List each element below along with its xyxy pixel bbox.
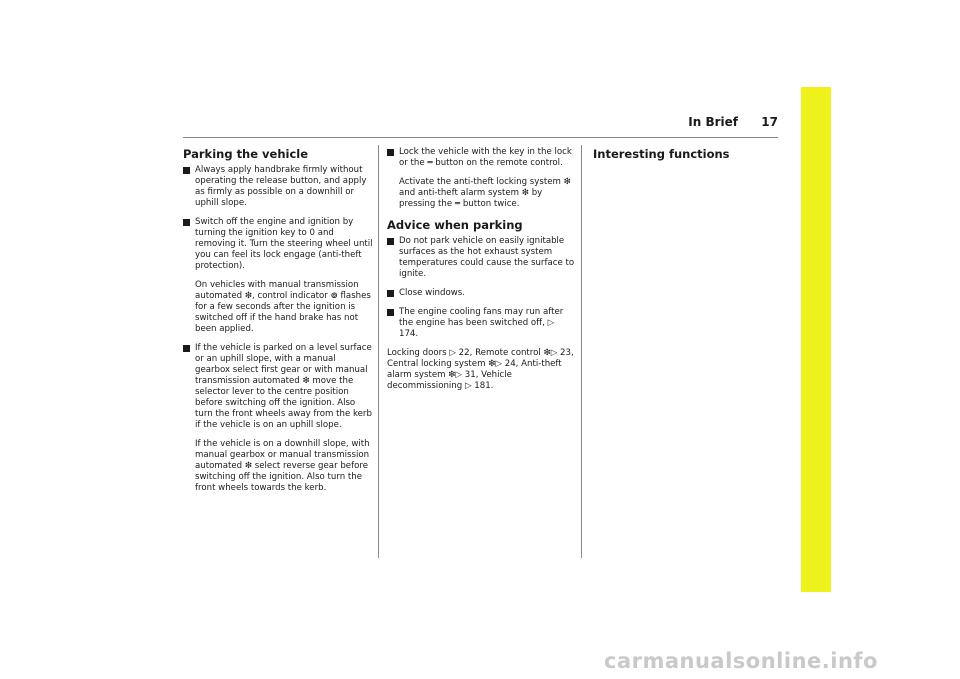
reference-arrow-icon: ▷: [547, 318, 555, 328]
list-item: Switch off the engine and ignition by turning the ignition key to 0 and removing it. Turn the steering wheel until you can feel its lock engage (anti-theft protection).: [183, 217, 373, 272]
section-title: In Brief: [688, 115, 738, 129]
text: Lock the vehicle with the key in the lock or the: [399, 147, 572, 168]
text: button twice.: [460, 199, 520, 209]
indicator-icon: ⊚: [330, 291, 338, 301]
remote-button-icon: ═: [427, 158, 433, 168]
reference-arrow-icon: ▷: [464, 381, 472, 391]
heading-parking: Parking the vehicle: [183, 147, 309, 161]
text: flashes for a few seconds after the ignition is switched off if the hand brake has not been applied.: [195, 291, 371, 334]
page-number: 17: [761, 115, 778, 129]
page-header: [600, 115, 778, 135]
text: If the vehicle is parked on a level surface or an uphill slope, with a manual gearbox select first gear or with manual transmission automated: [195, 343, 372, 386]
star-icon: ❇: [521, 188, 529, 198]
reference-arrow-icon: ▷: [495, 359, 503, 369]
watermark: carmanualsonline.info: [604, 649, 878, 673]
column-1: [183, 147, 373, 502]
text: and anti-theft alarm system: [399, 188, 522, 198]
list-item: [183, 343, 373, 431]
paragraph: [387, 177, 575, 210]
star-icon: ❇: [244, 291, 253, 301]
reference-arrow-icon: ▷: [455, 370, 463, 380]
star-icon: ❇: [302, 376, 310, 386]
column-2: [387, 147, 575, 400]
list-item: Do not park vehicle on easily ignitable surfaces as the hot exhaust system temperatures could cause the surface to ignite.: [387, 236, 575, 280]
text: Locking doors: [387, 348, 450, 358]
list-item: Close windows.: [387, 288, 575, 299]
text: The engine cooling fans may run after the engine has been switched off,: [399, 307, 564, 328]
list-item: Always apply handbrake firmly without operating the release button, and apply as firmly as possible on a downhill or uphill slope.: [183, 165, 373, 209]
text: 31, Vehicle decommissioning: [387, 370, 512, 391]
heading-advice: Advice when parking: [387, 218, 523, 232]
star-icon: ❇: [563, 177, 571, 187]
list-item: [387, 147, 575, 169]
text: On vehicles with manual transmission automated: [195, 280, 359, 301]
text: If the vehicle is on a downhill slope, with manual gearbox or manual transmission automated: [195, 439, 370, 471]
header-rule: [183, 137, 778, 138]
list-item: [387, 307, 575, 340]
reference-arrow-icon: ▷: [550, 348, 558, 358]
star-icon: ❇: [543, 348, 551, 358]
text: select reverse gear before switching off the ignition. Also turn the front wheels towards the kerb.: [195, 461, 368, 493]
text: 23, Central locking system: [387, 348, 574, 369]
paragraph: [183, 439, 373, 494]
text: 181.: [471, 381, 494, 391]
paragraph: [183, 280, 373, 335]
chapter-tab: [801, 87, 831, 592]
remote-button-icon: ═: [454, 199, 461, 209]
text: 174.: [399, 329, 419, 339]
text: button on the remote control.: [432, 158, 563, 168]
text: move the selector lever to the centre position before switching off the ignition. Also turn the front wheels away from the kerb if the vehicle is on an uphill slope.: [195, 376, 372, 430]
column-3: [593, 147, 793, 165]
heading-interesting-functions: Interesting functions: [593, 147, 730, 161]
text: by pressing the: [399, 188, 543, 209]
text: Activate the anti-theft locking system: [399, 177, 564, 187]
column-divider-1: [378, 145, 379, 558]
text: , control indicator: [252, 291, 331, 301]
text: 24, Anti-theft alarm system: [387, 359, 562, 380]
star-icon: ❇: [488, 359, 496, 369]
star-icon: ❇: [448, 370, 456, 380]
reference-arrow-icon: ▷: [449, 348, 456, 358]
column-divider-2: [581, 145, 582, 558]
text: 22, Remote control: [455, 348, 544, 358]
star-icon: ❇: [244, 461, 253, 471]
cross-references: [387, 348, 575, 392]
